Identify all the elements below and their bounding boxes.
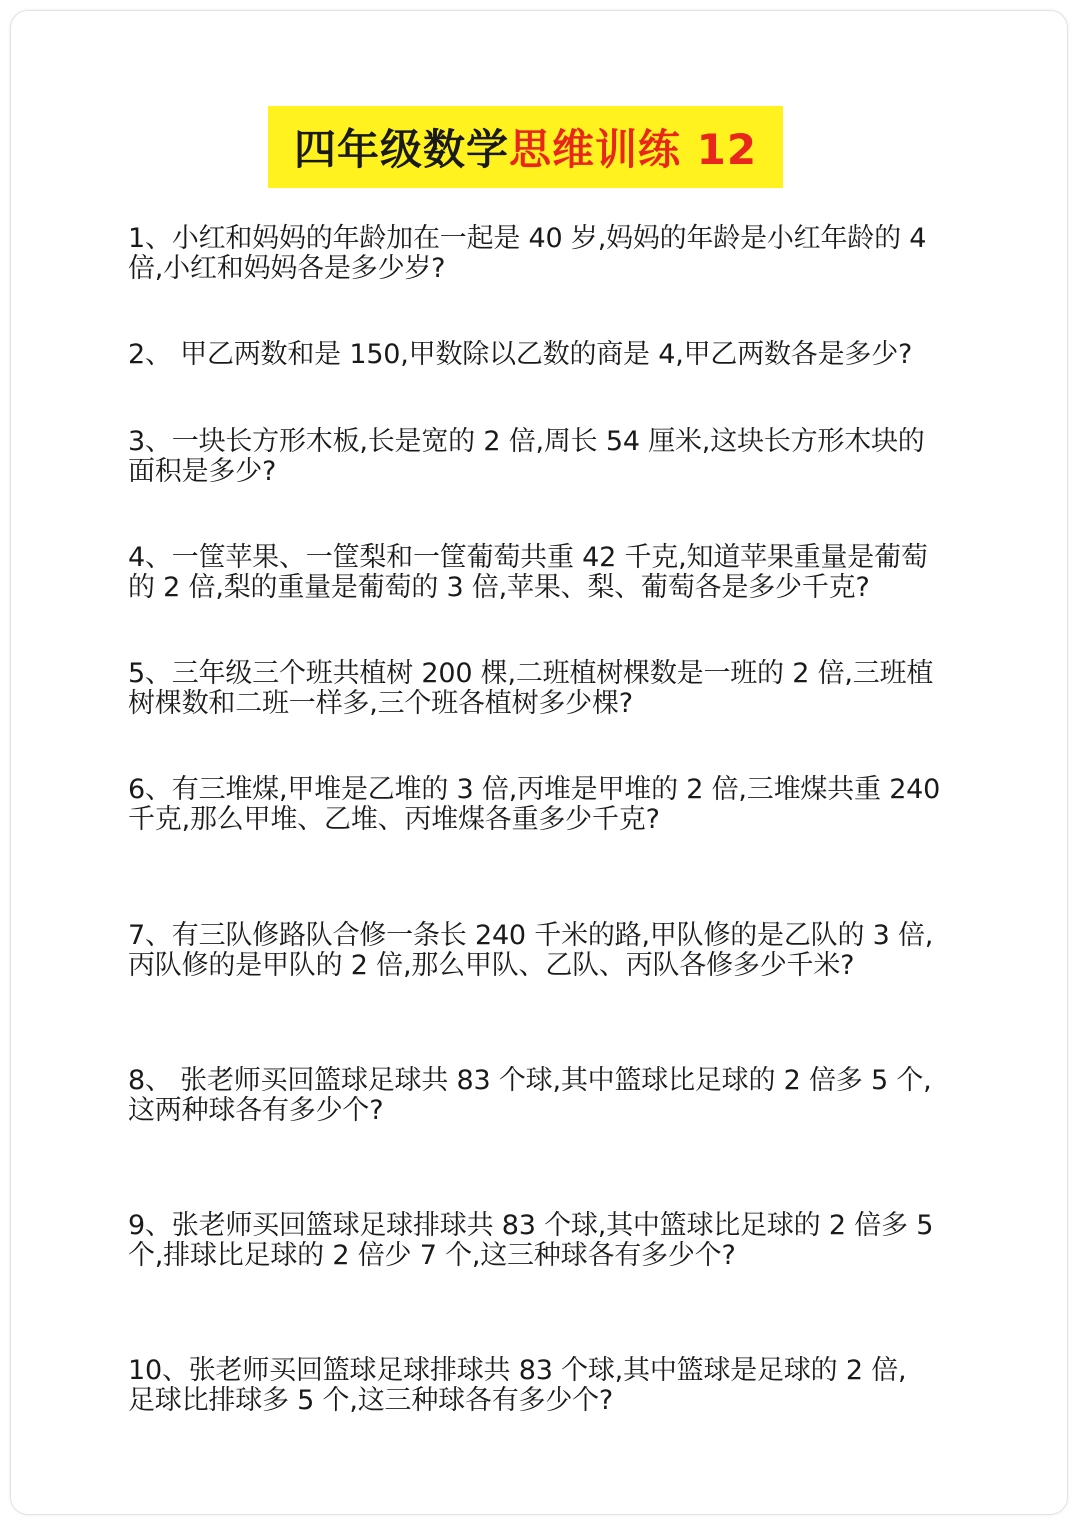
problem-line: 的 2 倍,梨的重量是葡萄的 3 倍,苹果、梨、葡萄各是多少千克? bbox=[128, 572, 870, 603]
problem-3 bbox=[128, 427, 928, 487]
problem-line: 1、小红和妈妈的年龄加在一起是 40 岁,妈妈的年龄是小红年龄的 4 bbox=[128, 223, 927, 254]
problem-line: 树棵数和二班一样多,三个班各植树多少棵? bbox=[128, 688, 633, 719]
problem-line: 4、一筐苹果、一筐梨和一筐葡萄共重 42 千克,知道苹果重量是葡萄 bbox=[128, 542, 928, 573]
problem-6 bbox=[128, 774, 941, 835]
title-banner bbox=[268, 106, 783, 188]
title-part-main: 四年级数学 bbox=[293, 125, 509, 174]
problem-line: 8、 张老师买回篮球足球共 83 个球,其中篮球比足球的 2 倍多 5 个, bbox=[128, 1065, 932, 1096]
problem-line: 千克,那么甲堆、乙堆、丙堆煤各重多少千克? bbox=[128, 804, 660, 835]
problem-line: 3、一块长方形木板,长是宽的 2 倍,周长 54 厘米,这块长方形木块的 bbox=[128, 426, 925, 457]
problem-line: 这两种球各有多少个? bbox=[128, 1095, 384, 1126]
title-part-highlight: 思维训练 12 bbox=[508, 125, 758, 174]
problem-2 bbox=[128, 340, 928, 370]
problem-line: 6、有三堆煤,甲堆是乙堆的 3 倍,丙堆是甲堆的 2 倍,三堆煤共重 240 bbox=[128, 774, 941, 805]
problem-line: 丙队修的是甲队的 2 倍,那么甲队、乙队、丙队各修多少千米? bbox=[128, 950, 855, 981]
problem-line: 面积是多少? bbox=[128, 456, 277, 487]
problem-line: 5、三年级三个班共植树 200 棵,二班植树棵数是一班的 2 倍,三班植 bbox=[128, 658, 934, 689]
problem-line: 2、 甲乙两数和是 150,甲数除以乙数的商是 4,甲乙两数各是多少? bbox=[128, 339, 913, 370]
problem-line: 个,排球比足球的 2 倍少 7 个,这三种球各有多少个? bbox=[128, 1240, 736, 1271]
problem-line: 9、张老师买回篮球足球排球共 83 个球,其中篮球比足球的 2 倍多 5 bbox=[128, 1210, 934, 1241]
problem-line: 7、有三队修路队合修一条长 240 千米的路,甲队修的是乙队的 3 倍, bbox=[128, 920, 934, 951]
problem-8 bbox=[128, 1065, 932, 1126]
problem-line: 10、张老师买回篮球足球排球共 83 个球,其中篮球是足球的 2 倍, bbox=[128, 1355, 907, 1386]
problem-line: 倍,小红和妈妈各是多少岁? bbox=[128, 253, 446, 284]
problem-10 bbox=[128, 1356, 928, 1416]
problem-line: 足球比排球多 5 个,这三种球各有多少个? bbox=[128, 1385, 614, 1416]
problem-9 bbox=[128, 1210, 934, 1271]
problem-5 bbox=[128, 658, 934, 719]
problem-1 bbox=[128, 224, 928, 284]
problem-7 bbox=[128, 920, 934, 981]
problem-4 bbox=[128, 543, 928, 603]
